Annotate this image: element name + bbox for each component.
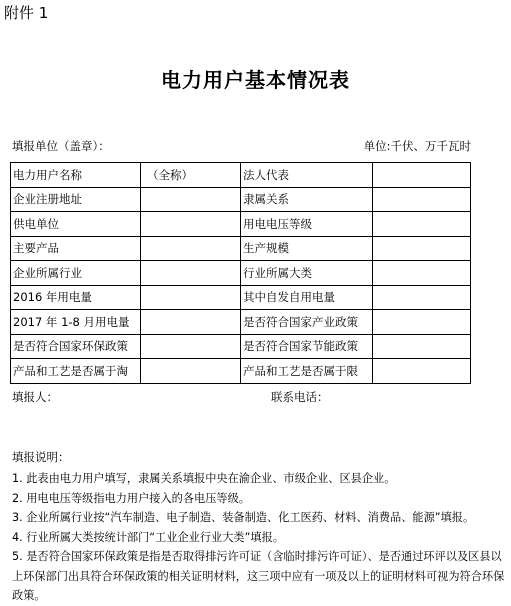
phone-label: 联系电话：: [271, 390, 329, 404]
field-value-cell[interactable]: [373, 212, 471, 237]
field-label: 产品和工艺是否属于淘: [11, 359, 141, 384]
field-label: 其中自发自用电量: [241, 285, 373, 310]
notes-list: [12, 469, 506, 606]
field-label: 主要产品: [11, 236, 141, 261]
field-label: 企业注册地址: [11, 187, 141, 212]
notes-title: 填报说明：: [12, 450, 70, 464]
field-value-cell[interactable]: [373, 187, 471, 212]
note-item: 5. 是否符合国家环保政策是指是否取得排污许可证（含临时排污许可证）、是否通过环评以及区县以上环保部门出具符合环保政策的相关证明材料，这三项中应有一项及以上的证明材料可视为符合环保政策。: [12, 550, 505, 602]
field-label: 法人代表: [241, 163, 373, 188]
field-hint: （全称）: [141, 163, 241, 188]
field-value-cell[interactable]: [373, 310, 471, 335]
note-item: 3. 企业所属行业按“汽车制造、电子制造、装备制造、化工医药、材料、消费品、能源”填报。: [12, 511, 475, 524]
field-value-cell[interactable]: [373, 261, 471, 286]
field-value-cell[interactable]: [141, 359, 241, 384]
measure-unit-label: 单位:千伏、万千瓦时: [363, 139, 471, 153]
table-row: [11, 310, 471, 335]
field-value-cell[interactable]: [141, 187, 241, 212]
field-value-cell[interactable]: [141, 285, 241, 310]
field-label: 供电单位: [11, 212, 141, 237]
user-info-table-body: [11, 163, 471, 384]
field-label: 生产规模: [241, 236, 373, 261]
field-label: 2016 年用电量: [11, 285, 141, 310]
table-row: [11, 212, 471, 237]
field-label: 用电电压等级: [241, 212, 373, 237]
filler-label: 填报人：: [12, 390, 58, 404]
field-label: 隶属关系: [241, 187, 373, 212]
attachment-label: 附件 1: [4, 4, 49, 22]
field-label: 2017 年 1-8 月用电量: [11, 310, 141, 335]
field-value-cell[interactable]: [141, 212, 241, 237]
table-row: [11, 187, 471, 212]
field-label: 是否符合国家环保政策: [11, 334, 141, 359]
table-row: [11, 261, 471, 286]
field-label: 电力用户名称: [11, 163, 141, 188]
field-value-cell[interactable]: [373, 334, 471, 359]
user-info-table: [10, 162, 471, 384]
table-row: [11, 285, 471, 310]
field-value-cell[interactable]: [141, 334, 241, 359]
field-label: 是否符合国家节能政策: [241, 334, 373, 359]
page-title: 电力用户基本情况表: [161, 68, 350, 92]
field-label: 行业所属大类: [241, 261, 373, 286]
reporting-unit-label: 填报单位（盖章）：: [12, 139, 110, 153]
note-item: 1. 此表由电力用户填写，隶属关系填报中央在渝企业、市级企业、区县企业。: [12, 472, 396, 485]
field-value-cell[interactable]: [373, 359, 471, 384]
table-row: [11, 163, 471, 188]
table-row: [11, 236, 471, 261]
field-label: 企业所属行业: [11, 261, 141, 286]
field-value-cell[interactable]: [141, 236, 241, 261]
field-value-cell[interactable]: [373, 236, 471, 261]
field-value-cell[interactable]: [373, 285, 471, 310]
table-row: [11, 359, 471, 384]
field-value-cell[interactable]: [373, 163, 471, 188]
field-label: 产品和工艺是否属于限: [241, 359, 373, 384]
note-item: 4. 行业所属大类按统计部门“工业企业行业大类”填报。: [12, 530, 284, 544]
field-label: 是否符合国家产业政策: [241, 310, 373, 335]
table-row: [11, 334, 471, 359]
field-value-cell[interactable]: [141, 261, 241, 286]
note-item: 2. 用电电压等级指电力用户接入的各电压等级。: [12, 491, 250, 505]
field-value-cell[interactable]: [141, 310, 241, 335]
